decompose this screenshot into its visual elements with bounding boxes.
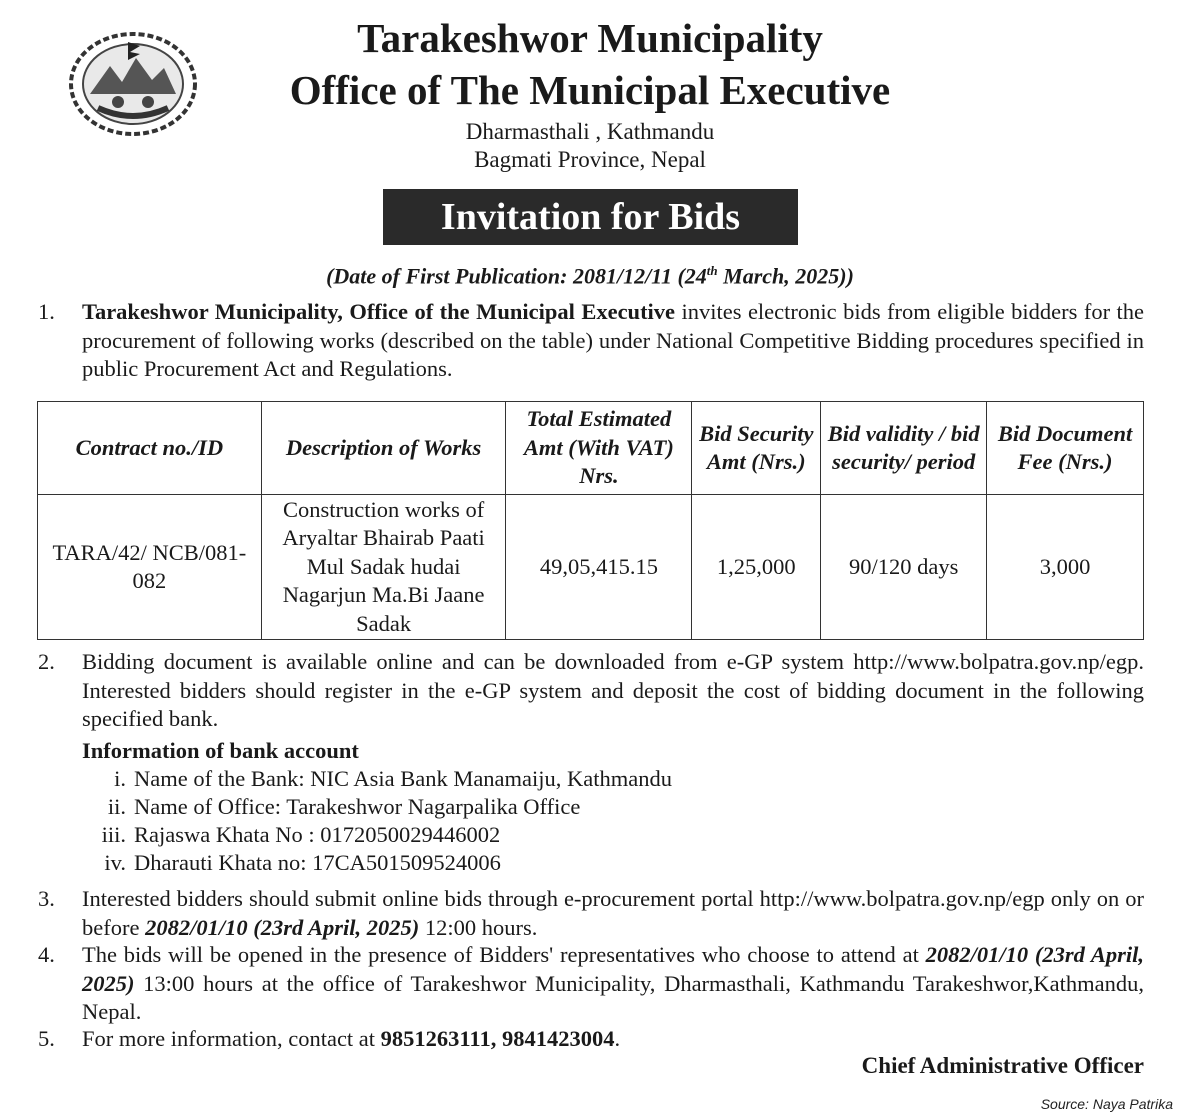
clause-3-time: 12:00 hours. <box>419 914 538 940</box>
municipality-name: Tarakeshwor Municipality <box>357 15 823 61</box>
header-contract-id: Contract no./ID <box>38 402 262 495</box>
clause-2-text: Bidding document is available online and can be downloaded from e-GP system http://www.bolpatra.gov.np/egp. Interested bidders should register in the e-GP system and deposit the cost of bidding document in the following specified bank. <box>82 649 1144 731</box>
clause-4-location: 13:00 hours at the office of Tarakeshwor Municipality, Dharmasthali, Kathmandu Tarakeshwor,Kathmandu, Nepal. <box>82 970 1144 1024</box>
clause-1-text: invites electronic bids from eligible bidders for the procurement of following works (described on the table) under National Competitive Bidding procedures specified in public Procurement Act and Regulations. <box>82 299 1144 381</box>
cell-document-fee: 3,000 <box>987 495 1144 640</box>
clause-4-opening-date: 2082/01/10 (23rd April, 2025) <box>82 942 1144 996</box>
bank-item-numeral: iv. <box>104 850 126 875</box>
contact-numbers: 9851263111, 9841423004 <box>380 1026 615 1051</box>
bank-item <box>80 765 672 793</box>
clause-number: 1. <box>38 299 55 324</box>
notice-title-banner: Invitation for Bids <box>383 189 798 245</box>
clause-number: 4. <box>38 942 55 967</box>
clause-number: 5. <box>38 1026 55 1051</box>
table-row <box>38 495 1144 640</box>
clause-3 <box>38 885 1144 942</box>
bank-item-text: Name of the Bank: NIC Asia Bank Manamaiju, Kathmandu <box>134 766 673 791</box>
bank-item-text: Dharauti Khata no: 17CA501509524006 <box>134 850 501 875</box>
bank-item-numeral: i. <box>114 766 126 791</box>
cell-contract-id: TARA/42/ NCB/081-082 <box>38 495 262 640</box>
bank-item <box>80 821 500 849</box>
bank-item-numeral: iii. <box>101 822 126 847</box>
nepal-government-emblem-icon <box>62 24 204 142</box>
signatory-title: Chief Administrative Officer <box>861 1053 1144 1078</box>
bank-item <box>80 793 580 821</box>
cell-bid-security: 1,25,000 <box>692 495 821 640</box>
clause-5-end: . <box>614 1026 621 1051</box>
header-bid-security: Bid Security Amt (Nrs.) <box>692 402 821 495</box>
clause-4 <box>38 941 1144 1027</box>
pub-date-ordinal: th <box>706 263 718 278</box>
bank-item-text: Name of Office: Tarakeshwor Nagarpalika Office <box>134 794 581 819</box>
clause-2 <box>38 648 1144 734</box>
clause-3-deadline: 2082/01/10 (23rd April, 2025) <box>145 914 420 940</box>
header-bid-validity: Bid validity / bid security/ period <box>821 402 987 495</box>
bank-info-heading: Information of bank account <box>82 738 359 763</box>
header-estimated-amount: Total Estimated Amt (With VAT) Nrs. <box>506 402 692 495</box>
clause-5 <box>38 1025 1144 1054</box>
bank-item <box>80 849 501 877</box>
clause-1-bold: Tarakeshwor Municipality, Office of the Municipal Executive <box>82 299 676 324</box>
clause-1 <box>38 298 1144 384</box>
clause-5-text: For more information, contact at <box>82 1026 381 1051</box>
pub-date-suffix: March, 2025)) <box>717 263 854 289</box>
header-description: Description of Works <box>261 402 506 495</box>
bank-item-text: Rajaswa Khata No : 0172050029446002 <box>134 822 501 847</box>
cell-bid-validity: 90/120 days <box>821 495 987 640</box>
table-header-row <box>38 402 1144 495</box>
clause-3-text: Interested bidders should submit online bids through e-procurement portal http://www.bolpatra.gov.np/egp only on or before <box>82 886 1144 940</box>
publication-date <box>200 257 980 290</box>
header-document-fee: Bid Document Fee (Nrs.) <box>987 402 1144 495</box>
source-credit: Source: Naya Patrika <box>1040 1096 1173 1112</box>
clause-4-text: The bids will be opened in the presence of Bidders' representatives who choose to attend at <box>82 942 926 967</box>
clause-number: 2. <box>38 649 55 674</box>
office-name: Office of The Municipal Executive <box>289 67 891 113</box>
bid-works-table <box>37 401 1144 640</box>
bank-item-numeral: ii. <box>107 794 126 819</box>
cell-estimated-amount: 49,05,415.15 <box>506 495 692 640</box>
address-line-1: Dharmasthali , Kathmandu <box>465 119 715 144</box>
cell-description: Construction works of Aryaltar Bhairab Paati Mul Sadak hudai Nagarjun Ma.Bi Jaane Sadak <box>261 495 506 640</box>
address-line-2: Bagmati Province, Nepal <box>474 147 706 172</box>
pub-date-prefix: (Date of First Publication: 2081/12/11 (24 <box>326 263 707 289</box>
clause-number: 3. <box>38 886 55 911</box>
